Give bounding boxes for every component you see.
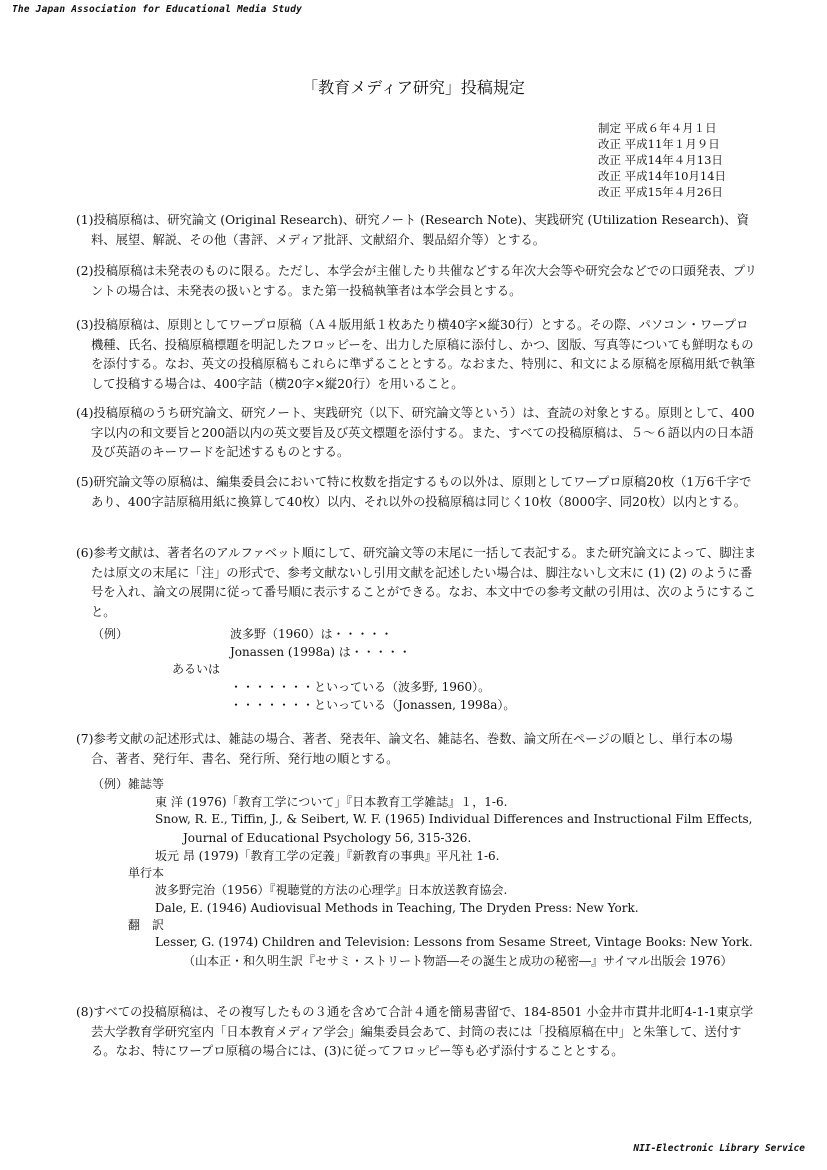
reference-entry: 波多野完治（1956）『視聴覚的方法の心理学』日本放送教育協会. <box>155 883 508 897</box>
library-footer: NII-Electronic Library Service <box>633 1143 805 1154</box>
date-line: 改正 平成14年10月14日 <box>598 169 727 183</box>
date-line: 改正 平成14年４月13日 <box>598 153 723 167</box>
date-line: 改正 平成11年１月９日 <box>598 137 720 151</box>
example-line: 波多野（1960）は・・・・・ <box>230 627 393 641</box>
rule-paragraph-1: (1)投稿原稿は、研究論文 (Original Research)、研究ノート (Research Note)、実践研究 (Utilization Research)、資料、展望、解説、その他（書評、メディア批評、文献紹介、製品紹介等）とする。 <box>76 213 749 247</box>
reference-entry: 坂元 昂 (1979)「教育工学の定義」『新教育の事典』平凡社 1-6. <box>155 849 500 863</box>
rule-paragraph-5: (5)研究論文等の原稿は、編集委員会において特に枚数を指定するもの以外は、原則としてワープロ原稿20枚（1万6千字であり、400字詰原稿用紙に換算して40枚）以内、それ以外の投稿原稿は同じく10枚（8000字、同20枚）以内とする。 <box>76 475 752 509</box>
date-line: 改正 平成15年４月26日 <box>598 185 723 199</box>
rule-paragraph-6: (6)参考文献は、著者名のアルファベット順にして、研究論文等の末尾に一括して表記する。また研究論文によって、脚注または原文の末尾に「注」の形式で、参考文献ないし引用文献を記述したい場合は、脚注ないし文末に (1) (2) のように番号を入れ、論文の展開に従って番号順に表示することができる。なお、本文中での参考文献の引用は、次のようにすること。 <box>76 546 757 619</box>
reference-entry: Snow, R. E., Tiffin, J., & Seibert, W. F. (1965) Individual Differences and Instructional Film Effects, Journal of Educational Psychology 56, 315-326. <box>155 812 753 845</box>
example-line: ・・・・・・・といっている（波多野, 1960）。 <box>230 680 491 694</box>
books-label: 単行本 <box>128 866 165 880</box>
date-line: 制定 平成６年４月１日 <box>598 121 717 135</box>
rule-paragraph-2: (2)投稿原稿は未発表のものに限る。ただし、本学会が主催したり共催などする年次大会等や研究会などでの口頭発表、プリントの場合は、未発表の扱いとする。また第一投稿執筆者は本学会員とする。 <box>76 264 757 298</box>
example-label: （例） <box>92 627 129 641</box>
example-line: ・・・・・・・といっている（Jonassen, 1998a）。 <box>230 698 516 712</box>
page-title: 「教育メディア研究」投稿規定 <box>302 78 525 97</box>
rule-paragraph-3: (3)投稿原稿は、原則としてワープロ原稿（Ａ４版用紙１枚あたり横40字×縦30行）とする。その際、パソコン・ワープロ機種、氏名、投稿原稿標題を明記したフロッピーを、出力した原稿に添付し、かつ、図版、写真等についても鮮明なものを添付する。なお、英文の投稿原稿もこれらに準ずることとする。なおまた、特別に、和文による原稿を原稿用紙で執筆して投稿する場合は、400字詰（横20字×縦20行）を用いること。 <box>76 318 756 391</box>
journals-label: （例）雑誌等 <box>92 777 165 791</box>
reference-entry: 東 洋 (1976)「教育工学について」『日本教育工学雑誌』１，1-6. <box>155 795 508 809</box>
journal-header: The Japan Association for Educational Media Study <box>12 4 303 15</box>
revision-dates <box>598 120 726 200</box>
rule-paragraph-4: (4)投稿原稿のうち研究論文、研究ノート、実践研究（以下、研究論文等という）は、査読の対象とする。原則として、400字以内の和文要旨と200語以内の英文要旨及び英文標題を添付する。また、すべての投稿原稿は、５～６語以内の日本語及び英語のキーワードを記述するものとする。 <box>76 406 755 460</box>
rule-paragraph-7: (7)参考文献の記述形式は、雑誌の場合、著者、発表年、論文名、雑誌名、巻数、論文所在ページの順とし、単行本の場合、著者、発行年、書名、発行所、発行地の順とする。 <box>76 732 733 766</box>
translation-label: 翻 訳 <box>128 918 165 932</box>
example-or: あるいは <box>172 662 221 676</box>
reference-entry: Lesser, G. (1974) Children and Television: Lessons from Sesame Street, Vintage Books: New York.（山本正・和久明生訳『セサミ・ストリート物語―その誕生と成功の秘密―』サイマル出版会 1976） <box>155 935 753 968</box>
reference-entry: Dale, E. (1946) Audiovisual Methods in Teaching, The Dryden Press: New York. <box>155 901 639 915</box>
rule-paragraph-8: (8)すべての投稿原稿は、その複写したもの３通を含めて合計４通を簡易書留で、184-8501 小金井市貫井北町4-1-1東京学芸大学教育学研究室内「日本教育メディア学会」編集委員会あて、封筒の表には「投稿原稿在中」と朱筆して、送付する。なお、特にワープロ原稿の場合には、(3)に従ってフロッピー等も必ず添付することとする。 <box>76 1005 754 1059</box>
example-line: Jonassen (1998a) は・・・・・ <box>230 645 411 659</box>
